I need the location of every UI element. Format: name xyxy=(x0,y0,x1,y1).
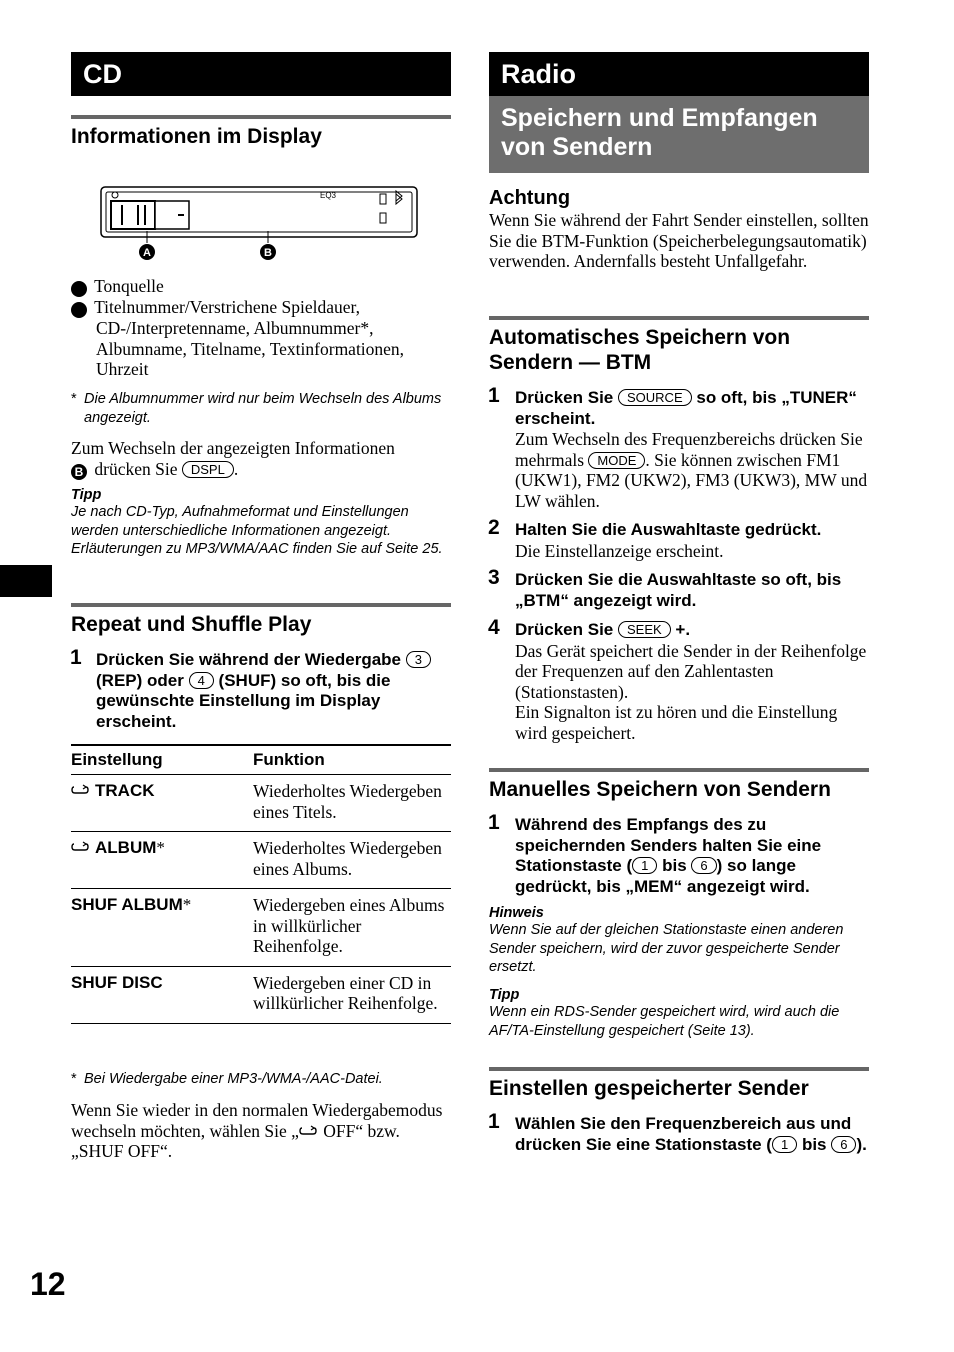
repeat-step-text xyxy=(96,650,451,732)
tip-text: Je nach CD-Typ, Aufnahmeformat und Einstellungen werden unterschiedliche Informationen angezeigt. Erläuterungen zu MP3/WMA/AAC finden Sie auf Seite 25. xyxy=(71,504,443,557)
callout-a-letter: A xyxy=(143,247,151,259)
settings-table-header xyxy=(71,745,451,775)
key-4: 4 xyxy=(189,672,214,689)
btm-step4-b: +. xyxy=(675,620,691,639)
key-6: 6 xyxy=(691,857,716,874)
btm-step2-body: Die Einstellanzeige erscheint. xyxy=(515,540,724,561)
repeat-heading xyxy=(71,603,451,637)
switch-info-text xyxy=(71,438,451,480)
display-eq-label: EQ3 xyxy=(320,191,337,200)
radio-section-title: Radio xyxy=(501,59,577,89)
key-6: 6 xyxy=(831,1136,856,1153)
switch-info-line2: drücken Sie xyxy=(94,458,178,479)
side-tab-marker xyxy=(0,565,52,597)
display-footnote-text: Die Albumnummer wird nur beim Wechseln des Albums angezeigt. xyxy=(84,391,442,426)
manual-tip-text: Wenn ein RDS-Sender gespeichert wird, wird auch die AF/TA-Einstellung gespeichert (Seite 13). xyxy=(489,1004,840,1039)
manual-step1-a: Während des Empfangs des zu speichernden Senders halten Sie eine Stationstaste ( xyxy=(515,815,822,875)
function-album: Wiederholtes Wiedergeben eines Albums. xyxy=(253,832,451,889)
table-footnote xyxy=(71,1070,451,1089)
repeat-step-a: Drücken Sie während der Wiedergabe xyxy=(96,650,401,669)
btm-step3-title: Drücken Sie die Auswahltaste so oft, bis „BTM“ angezeigt wird. xyxy=(515,570,842,610)
tune-step1 xyxy=(515,1114,869,1155)
switch-info-line1: Zum Wechseln der angezeigten Informationen xyxy=(71,438,395,458)
dspl-key: DSPL xyxy=(182,461,234,478)
source-area xyxy=(111,201,155,229)
setting-album-star: * xyxy=(156,838,165,857)
repeat-outro-b: OFF“ bzw. „SHUF OFF“. xyxy=(71,1120,400,1161)
display-info-heading-text: Informationen im Display xyxy=(71,125,322,148)
btm-step4 xyxy=(515,620,869,743)
page-number: 12 xyxy=(30,1266,66,1302)
manual-heading-text: Manuelles Speichern von Sendern xyxy=(489,778,831,801)
btm-step1-number: 1 xyxy=(488,384,500,407)
callout-list xyxy=(62,276,451,380)
table-footnote-star: * xyxy=(71,1071,77,1087)
hint-title: Hinweis xyxy=(489,905,544,921)
repeat-step-number: 1 xyxy=(70,646,82,669)
radio-subtitle-bar xyxy=(489,96,869,173)
mode-key: MODE xyxy=(588,452,645,469)
btm-step4-title xyxy=(515,620,869,641)
settings-table xyxy=(71,744,451,1024)
manual-step1-c: ) so lange gedrückt, bis „MEM“ angezeigt wird. xyxy=(515,856,810,896)
manual-step1 xyxy=(515,815,869,897)
callout-b-letter: B xyxy=(264,247,272,259)
table-footnote-text: Bei Wiedergabe einer MP3-/WMA-/AAC-Datei. xyxy=(84,1071,383,1087)
caution-text: Wenn Sie während der Fahrt Sender einstellen, sollten Sie die BTM-Funktion (Speicherbelegungsautomatik) verwenden. Andernfalls besteht Unfallgefahr. xyxy=(489,210,869,271)
manual-step1-b: bis xyxy=(662,856,687,875)
manual-tip xyxy=(489,987,864,1040)
display-tip xyxy=(71,487,446,559)
repeat-icon xyxy=(299,1125,317,1137)
btm-step1-body-b: . Sie können zwischen FM1 (UKW1), FM2 (UKW2), FM3 (UKW3), MW und LW wählen. xyxy=(515,449,868,511)
seek-key: SEEK xyxy=(618,621,671,638)
repeat-icon xyxy=(71,784,89,796)
btm-heading xyxy=(489,316,869,375)
tune-heading-text: Einstellen gespeicherter Sender xyxy=(489,1077,809,1100)
function-shuf-disc: Wiedergeben einer CD in willkürlicher Reihenfolge. xyxy=(253,966,451,1023)
repeat-step-b: (REP) oder xyxy=(96,670,184,690)
header-function: Funktion xyxy=(253,745,451,775)
footnote-star: * xyxy=(71,391,77,407)
key-1: 1 xyxy=(772,1136,797,1153)
display-illustration xyxy=(100,185,420,265)
callout-item-b xyxy=(62,297,451,380)
btm-step2-number: 2 xyxy=(488,516,500,539)
btm-step1-title xyxy=(515,388,869,429)
setting-track: TRACK xyxy=(95,781,155,800)
cd-section-bar xyxy=(71,52,451,96)
source-key: SOURCE xyxy=(618,389,692,406)
key-1: 1 xyxy=(632,857,657,874)
repeat-icon xyxy=(71,841,89,853)
table-row xyxy=(71,966,451,1023)
btm-step1-body xyxy=(515,429,869,511)
repeat-outro-a: Wenn Sie wieder in den normalen Wiedergabemodus wechseln möchten, wählen Sie „ xyxy=(71,1100,443,1141)
tune-heading xyxy=(489,1067,869,1101)
manual-heading xyxy=(489,768,869,802)
btm-heading-text: Automatisches Speichern von Sendern — BTM xyxy=(489,326,791,374)
manual-step1-number: 1 xyxy=(488,811,500,834)
btm-step4-body1: Das Gerät speichert die Sender in der Reihenfolge der Frequenzen auf den Zahlentasten (Stationstasten). xyxy=(515,640,867,702)
function-shuf-album: Wiedergeben eines Albums in willkürlicher Reihenfolge. xyxy=(253,889,451,967)
callout-b-text: Titelnummer/Verstrichene Spieldauer, CD-/Interpretenname, Albumnummer*, Albumname, Titelname, Textinformationen, Uhrzeit xyxy=(94,297,405,379)
display-footnote xyxy=(71,390,451,427)
caution-block xyxy=(489,186,869,272)
tune-step1-number: 1 xyxy=(488,1110,500,1133)
btm-step1-body-a: Zum Wechseln des Frequenzbereichs drücken Sie mehrmals xyxy=(515,429,863,470)
caution-title: Achtung xyxy=(489,187,571,209)
callout-b-badge: B xyxy=(71,302,87,318)
header-setting: Einstellung xyxy=(71,745,253,775)
repeat-step-c: (SHUF) so oft, bis die gewünschte Einstellung im Display erscheint. xyxy=(96,670,391,731)
btm-step4-body2: Ein Signalton ist zu hören und die Einstellung wird gespeichert. xyxy=(515,702,838,743)
setting-shuf-album-star: * xyxy=(182,895,192,914)
table-row xyxy=(71,775,451,832)
table-row xyxy=(71,889,451,967)
callout-a-badge: A xyxy=(71,281,87,297)
setting-album: ALBUM xyxy=(95,838,157,857)
setting-shuf-disc: SHUF DISC xyxy=(71,972,163,992)
setting-shuf-album: SHUF ALBUM xyxy=(71,895,183,914)
btm-step4-number: 4 xyxy=(488,616,500,639)
repeat-outro xyxy=(71,1100,451,1162)
repeat-heading-text: Repeat und Shuffle Play xyxy=(71,613,312,636)
tune-step1-b: bis xyxy=(801,1134,827,1154)
switch-info-end: . xyxy=(233,458,239,479)
display-info-heading xyxy=(71,115,451,149)
manual-hint xyxy=(489,905,864,977)
tune-step1-c: ). xyxy=(856,1134,867,1154)
btm-step1-a: Drücken Sie xyxy=(515,388,614,407)
radio-subtitle: Speichern und Empfangen von Sendern xyxy=(501,104,818,161)
radio-section-bar xyxy=(489,52,869,96)
cd-section-title: CD xyxy=(83,59,122,89)
manual-tip-title: Tipp xyxy=(489,987,520,1003)
btm-step1-b: so oft, bis „TUNER“ erscheint. xyxy=(515,388,857,428)
btm-step4-a: Drücken Sie xyxy=(515,620,614,639)
btm-step2 xyxy=(515,520,869,561)
tip-title: Tipp xyxy=(71,487,102,503)
table-row xyxy=(71,832,451,889)
btm-step2-title: Halten Sie die Auswahltaste gedrückt. xyxy=(515,520,822,539)
switch-b-badge: B xyxy=(71,464,87,480)
btm-step1 xyxy=(515,388,869,511)
key-3: 3 xyxy=(406,651,431,668)
function-track: Wiederholtes Wiedergeben eines Titels. xyxy=(253,775,451,832)
callout-a-text: Tonquelle xyxy=(94,276,164,296)
btm-step3-number: 3 xyxy=(488,566,500,589)
callout-item-a xyxy=(62,276,451,297)
tune-step1-a: Wählen Sie den Frequenzbereich aus und drücken Sie eine Stationstaste ( xyxy=(515,1114,852,1154)
hint-text: Wenn Sie auf der gleichen Stationstaste einen anderen Sender speichern, wird der zuvor gespeicherte Sender ersetzt. xyxy=(489,922,844,975)
